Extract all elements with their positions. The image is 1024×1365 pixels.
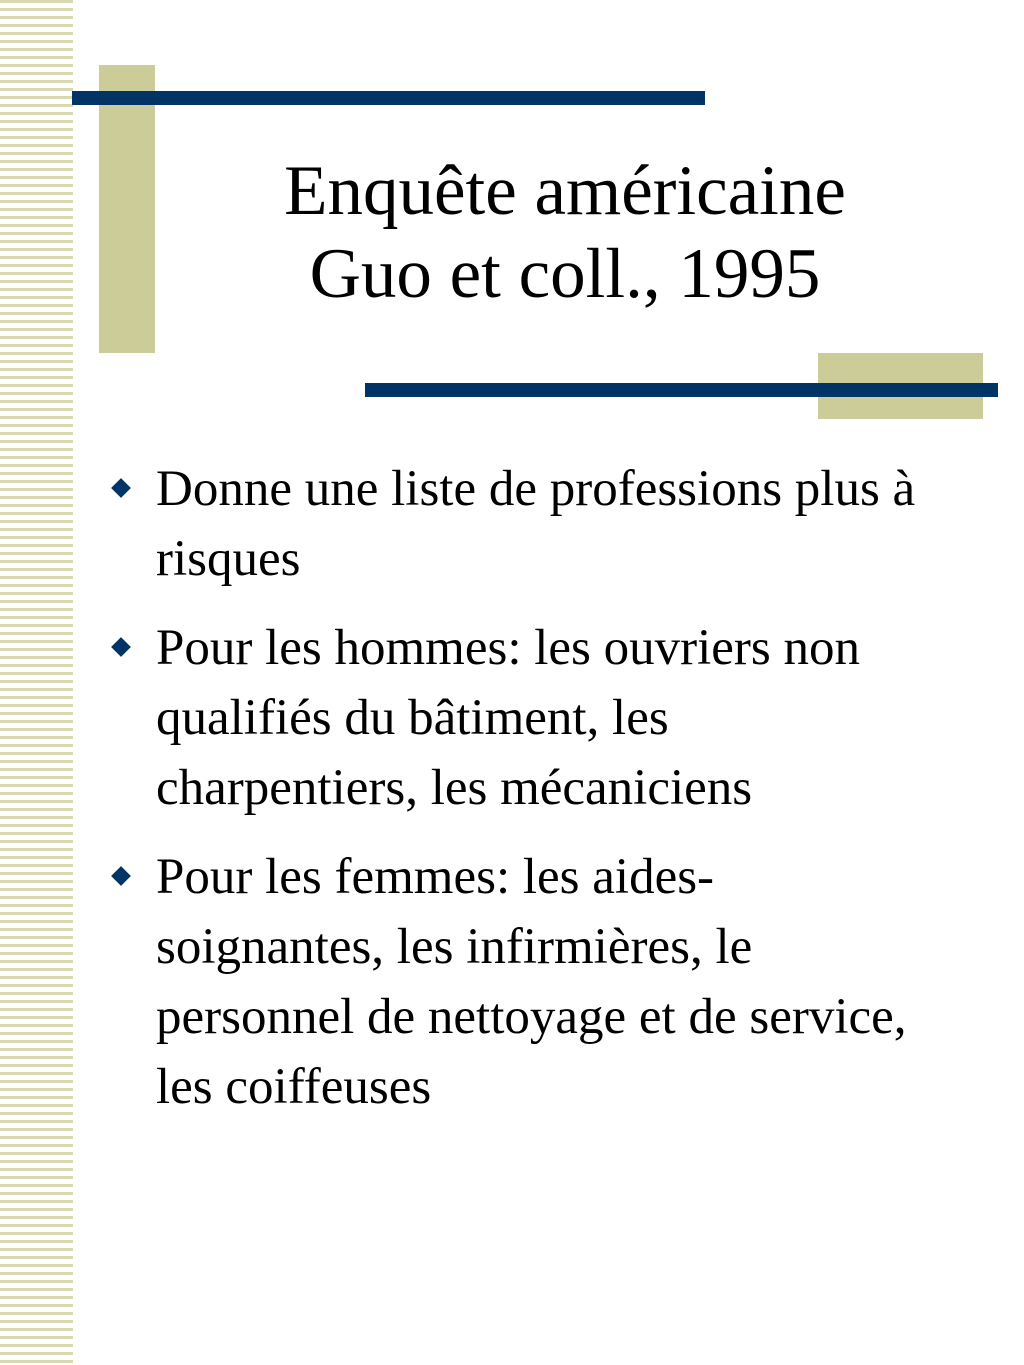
bullet-item	[110, 842, 940, 1122]
title-rule-bottom	[365, 383, 998, 397]
bullet-text: Pour les femmes: les aides-soignantes, les infirmières, le personnel de nettoyage et de service, les coiffeuses	[156, 849, 907, 1115]
bullet-list	[110, 454, 940, 1141]
diamond-bullet-icon	[111, 637, 131, 657]
bullet-item	[110, 454, 940, 594]
slide-title-line-2: Guo et coll., 1995	[309, 235, 821, 313]
bullet-item	[110, 613, 940, 823]
title-rule-top	[72, 91, 705, 105]
slide-title-line-1: Enquête américaine	[284, 152, 846, 230]
decorative-block-top	[99, 65, 155, 353]
diamond-bullet-icon	[111, 478, 131, 498]
decorative-stripes	[0, 0, 73, 1365]
bullet-text: Pour les hommes: les ouvriers non qualifiés du bâtiment, les charpentiers, les mécaniciens	[156, 620, 861, 816]
diamond-bullet-icon	[111, 866, 131, 886]
slide-title	[170, 150, 960, 316]
bullet-text: Donne une liste de professions plus à risques	[156, 461, 916, 587]
